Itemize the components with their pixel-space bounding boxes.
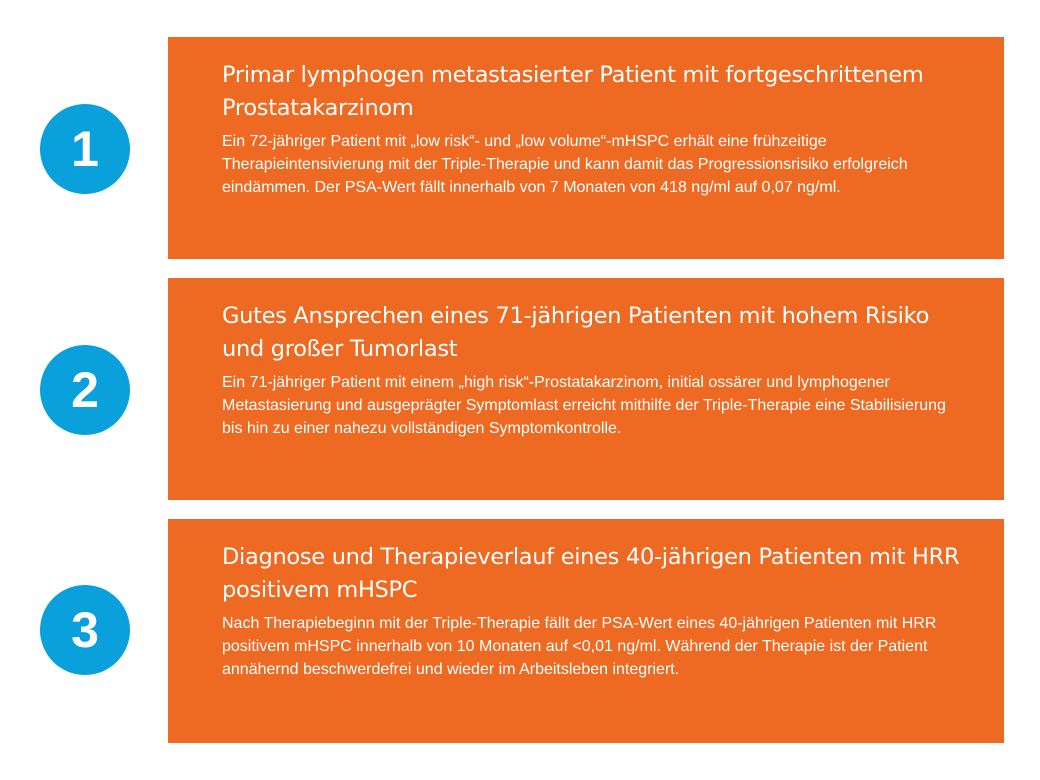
case-card[interactable]: [168, 519, 1004, 743]
case-number-badge: 2: [40, 345, 130, 435]
case-description: Ein 72-jähriger Patient mit „low risk“- und „low volume“-mHSPC erhält eine frühzeitige Therapieintensivierung mit der Triple-Therapie und kann damit das Progressionsrisiko erfolgreich eindämmen. Der PSA-Wert fällt innerhalb von 7 Monaten von 418 ng/ml auf 0,07 ng/ml.: [222, 133, 908, 196]
case-description: Nach Therapiebeginn mit der Triple-Therapie fällt der PSA-Wert eines 40-jährigen Patienten mit HRR positivem mHSPC innerhalb von 10 Monaten auf <0,01 ng/ml. Während der Therapie ist der Patient annähernd beschwerdefrei und wieder im Arbeitsleben integriert.: [222, 615, 937, 678]
case-card[interactable]: [168, 37, 1004, 259]
case-title: Gutes Ansprechen eines 71-jährigen Patienten mit hohem Risiko und großer Tumorlast: [222, 303, 930, 362]
case-number-badge: 3: [40, 585, 130, 675]
case-title: Diagnose und Therapieverlauf eines 40-jährigen Patienten mit HRR positivem mHSPC: [222, 544, 960, 603]
case-card[interactable]: [168, 278, 1004, 500]
case-title: Primar lymphogen metastasierter Patient mit fortgeschrittenem Prostatakarzinom: [222, 62, 924, 121]
case-number-badge: 1: [40, 104, 130, 194]
case-description: Ein 71-jähriger Patient mit einem „high risk“-Prostatakarzinom, initial ossärer und lymphogener Metastasierung und ausgeprägter Symptomlast erreicht mithilfe der Triple-Therapie eine Stabilisierung bis hin zu einer nahezu vollständigen Symptomkontrolle.: [222, 374, 946, 437]
